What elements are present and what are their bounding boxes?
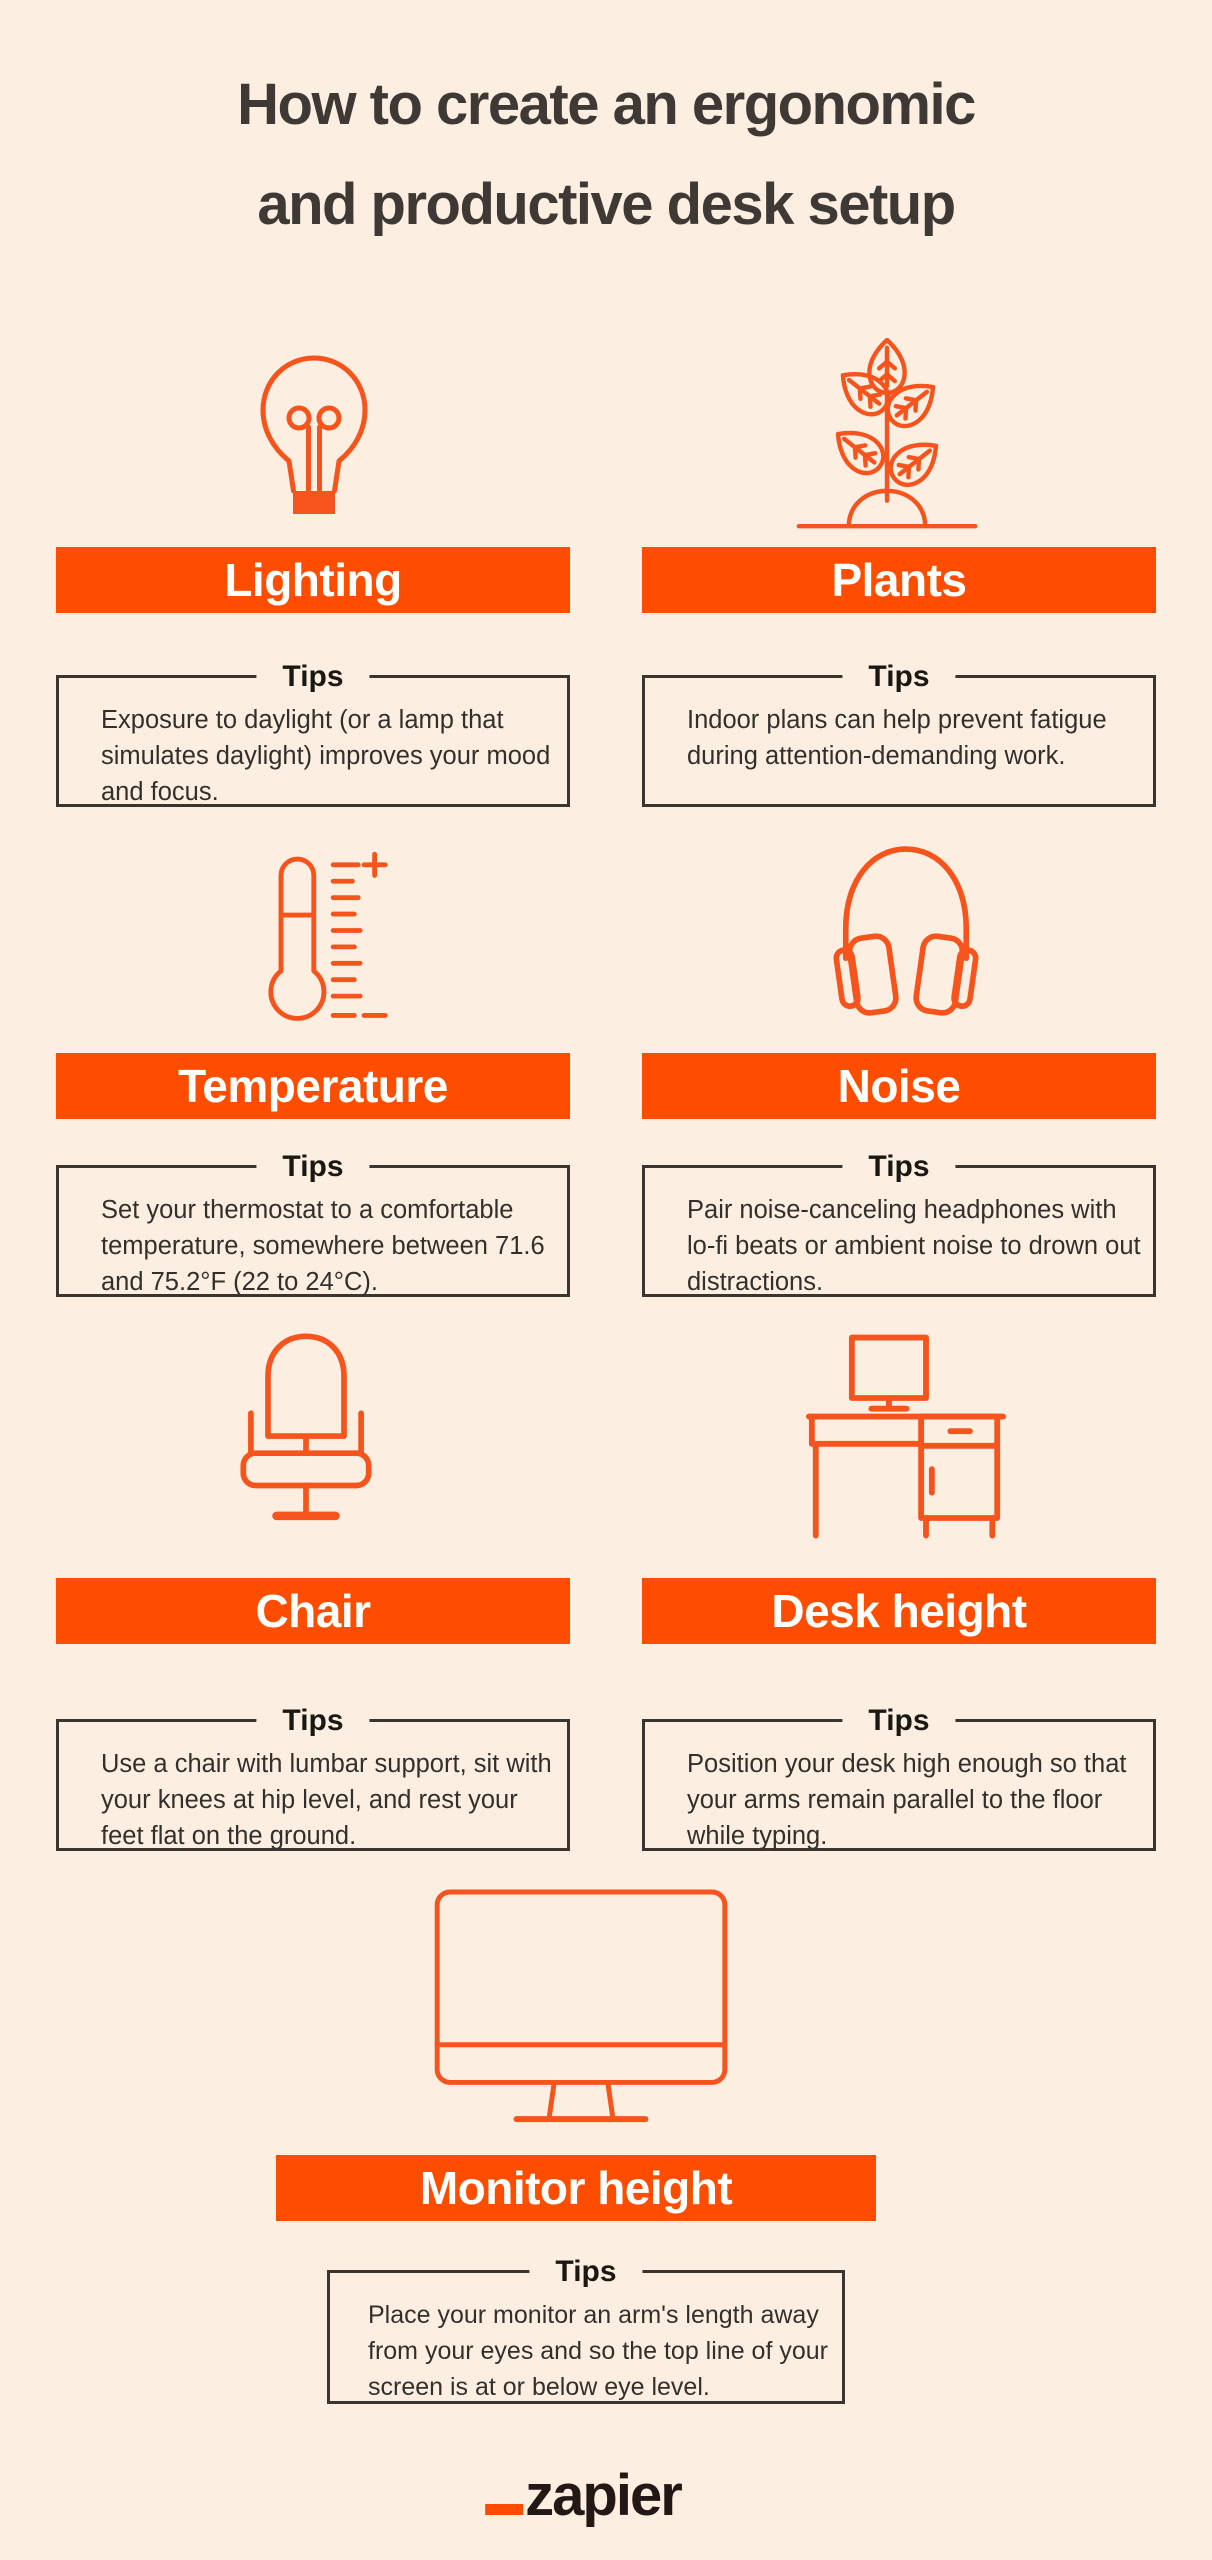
tips-heading: Tips bbox=[842, 1148, 955, 1186]
thermometer-icon bbox=[252, 848, 392, 1040]
tips-heading: Tips bbox=[842, 1702, 955, 1740]
desk-icon bbox=[806, 1334, 1006, 1542]
tips-heading: Tips bbox=[256, 1148, 369, 1186]
tips-box-noise bbox=[642, 1150, 1156, 1297]
section-label: Noise bbox=[837, 1060, 961, 1112]
tips-heading: Tips bbox=[256, 1702, 369, 1740]
tips-heading: Tips bbox=[529, 2253, 642, 2291]
section-label: Plants bbox=[831, 554, 967, 606]
office-chair-icon bbox=[230, 1322, 382, 1534]
tips-box-temperature bbox=[56, 1150, 570, 1297]
headphones-icon bbox=[826, 834, 986, 1026]
section-bar-monitor-height bbox=[276, 2155, 876, 2221]
tip-text: Place your monitor an arm's length away from your eyes and so the top line of your screen is at or below eye level. bbox=[368, 2301, 828, 2401]
section-bar-desk-height bbox=[642, 1578, 1156, 1644]
page-title-line2: and productive desk setup bbox=[257, 172, 955, 237]
tips-box-plants bbox=[642, 660, 1156, 807]
zapier-logo-text: zapier bbox=[525, 2463, 681, 2528]
section-label: Monitor height bbox=[419, 2162, 733, 2214]
tips-box-monitor-height bbox=[327, 2255, 845, 2404]
zapier-logo-underscore bbox=[485, 2504, 523, 2515]
section-label: Temperature bbox=[178, 1060, 448, 1112]
tips-box-desk-height bbox=[642, 1704, 1156, 1851]
tips-heading: Tips bbox=[256, 658, 369, 696]
plant-icon bbox=[789, 338, 985, 534]
monitor-icon bbox=[433, 1888, 729, 2134]
section-bar-temperature bbox=[56, 1053, 570, 1119]
section-label: Chair bbox=[255, 1585, 371, 1637]
page-title-line1: How to create an ergonomic bbox=[237, 72, 975, 137]
section-bar-plants bbox=[642, 547, 1156, 613]
tips-heading: Tips bbox=[842, 658, 955, 696]
section-bar-lighting bbox=[56, 547, 570, 613]
tip-text: Indoor plans can help prevent fatigue during attention-demanding work. bbox=[687, 706, 1107, 770]
tip-text: Exposure to daylight (or a lamp that simulates daylight) improves your mood and focus. bbox=[101, 706, 551, 806]
section-bar-noise bbox=[642, 1053, 1156, 1119]
tip-text: Position your desk high enough so that your arms remain parallel to the floor while typing. bbox=[687, 1750, 1127, 1850]
zapier-logo bbox=[485, 2463, 681, 2528]
section-label: Desk height bbox=[771, 1585, 1027, 1637]
section-bar-chair bbox=[56, 1578, 570, 1644]
section-label: Lighting bbox=[224, 554, 402, 606]
tip-text: Pair noise-canceling headphones with lo-fi beats or ambient noise to drown out distractions. bbox=[687, 1196, 1141, 1296]
tips-box-chair bbox=[56, 1704, 570, 1851]
tip-text: Set your thermostat to a comfortable temperature, somewhere between 71.6 and 75.2°F (22 to 24°C). bbox=[101, 1196, 545, 1296]
tips-box-lighting bbox=[56, 660, 570, 807]
lightbulb-icon bbox=[248, 350, 380, 522]
tip-text: Use a chair with lumbar support, sit with your knees at hip level, and rest your feet flat on the ground. bbox=[101, 1750, 552, 1850]
